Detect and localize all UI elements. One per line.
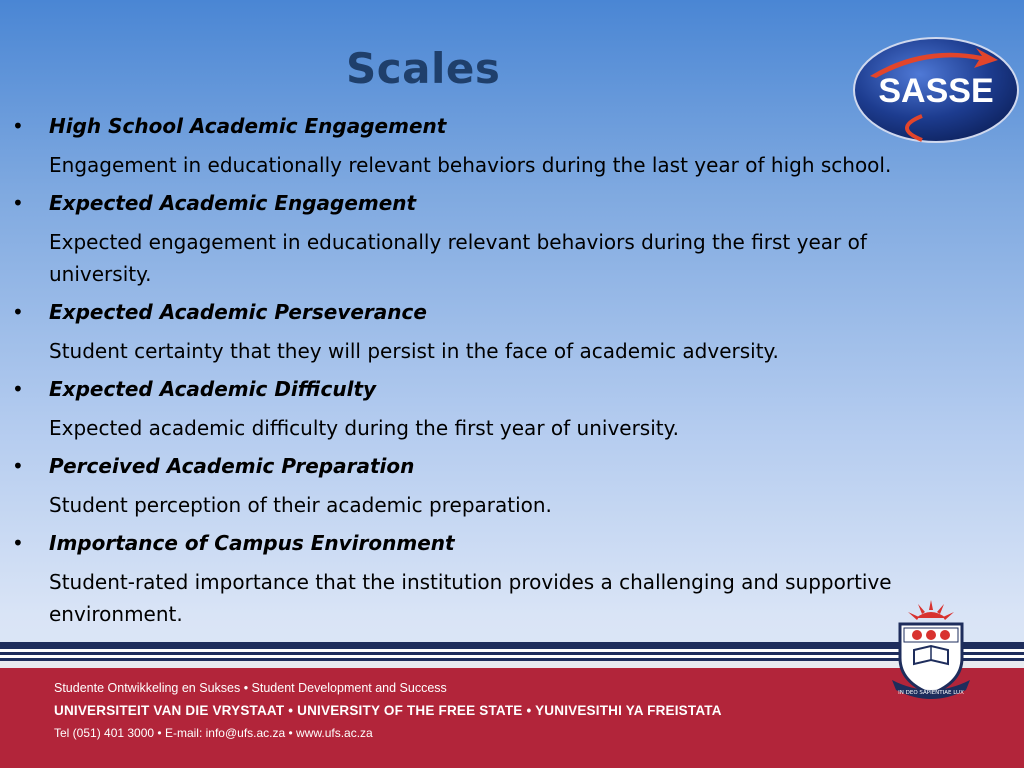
footer (0, 668, 1024, 768)
scale-heading: Perceived Academic Preparation (49, 454, 415, 478)
bullet: • (12, 114, 24, 138)
scale-description: Expected engagement in educationally relevant behaviors during the first year of university. (49, 230, 867, 286)
scale-heading: Expected Academic Perseverance (49, 300, 427, 324)
university-crest-icon (890, 596, 972, 706)
bullet: • (12, 531, 24, 555)
scale-description: Student perception of their academic preparation. (49, 493, 552, 517)
scale-heading: Expected Academic Engagement (49, 191, 417, 215)
scale-heading: Importance of Campus Environment (49, 531, 455, 555)
footer-university: UNIVERSITEIT VAN DIE VRYSTAAT • UNIVERSITY OF THE FREE STATE • YUNIVESITHI YA FREISTATA (54, 703, 722, 718)
crest-motto: IN DEO SAPIENTIAE LUX (898, 690, 964, 696)
list-item (0, 450, 1000, 521)
footer-stripes (0, 642, 1024, 668)
list-item (0, 187, 1000, 290)
bullet: • (12, 454, 24, 478)
scale-description: Student-rated importance that the institution provides a challenging and supportive environment. (49, 570, 892, 626)
scale-heading: Expected Academic Difficulty (49, 377, 377, 401)
logo-text: SASSE (878, 72, 994, 110)
bullet: • (12, 300, 24, 324)
list-item (0, 296, 1000, 367)
scale-heading: High School Academic Engagement (49, 114, 447, 138)
footer-department: Studente Ontwikkeling en Sukses • Student Development and Success (54, 681, 447, 695)
scale-description: Expected academic difficulty during the first year of university. (49, 416, 679, 440)
list-item (0, 373, 1000, 444)
footer-contact: Tel (051) 401 3000 • E-mail: info@ufs.ac.za • www.ufs.ac.za (54, 726, 373, 740)
list-item (0, 527, 1000, 630)
slide-title: Scales (346, 44, 501, 93)
scale-description: Student certainty that they will persist in the face of academic adversity. (49, 339, 779, 363)
list-item (0, 110, 1000, 181)
scale-description: Engagement in educationally relevant behaviors during the last year of high school. (49, 153, 892, 177)
bullet: • (12, 191, 24, 215)
scales-list (0, 110, 1000, 636)
bullet: • (12, 377, 24, 401)
